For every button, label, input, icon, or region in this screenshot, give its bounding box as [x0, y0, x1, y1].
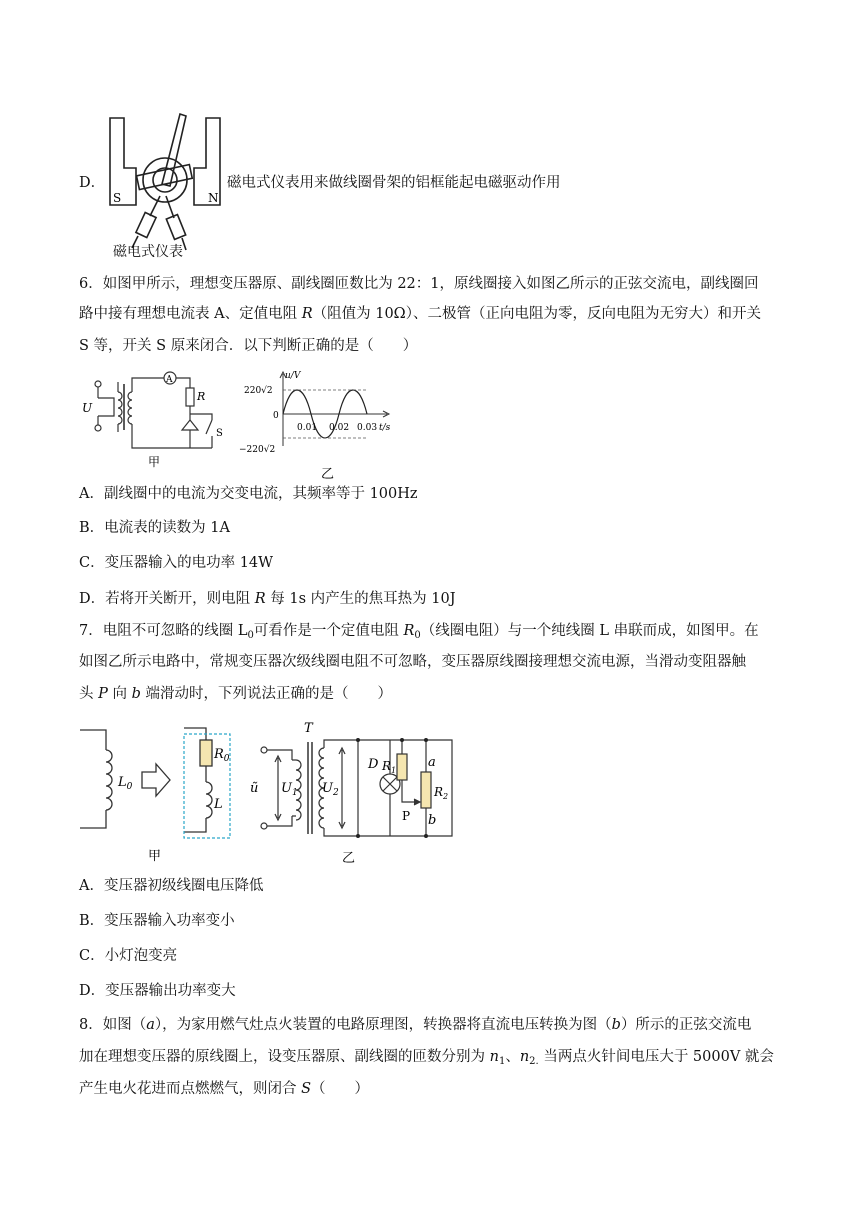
galvanometer-figure — [100, 108, 230, 263]
q5-option-d-label: D． — [79, 175, 106, 191]
q7-option-a: A．变压器初级线圈电压降低 — [79, 878, 264, 894]
q6-figure-jia — [80, 368, 230, 473]
q7-l-label: L — [214, 797, 223, 812]
q6-tick-3: 0.03 — [357, 423, 378, 433]
q6-x-unit: t/s — [379, 423, 391, 433]
q7-jia-caption: 甲 — [148, 849, 162, 864]
q6-option-a: A．副线圈中的电流为交变电流，其频率等于 100Hz — [79, 486, 418, 502]
q6-option-d: D．若将开关断开，则电阻 R 每 1s 内产生的焦耳热为 10J — [79, 591, 456, 607]
q6-y-top-label: 220√2 — [244, 386, 273, 396]
q6-y-bottom-label: −220√2 — [239, 445, 276, 455]
q6-y-axis-label: u/V — [285, 371, 301, 381]
q7-stem-line-3: 头 P 向 b 端滑动时，下列说法正确的是（ ） — [79, 686, 392, 702]
q7-u2-label: $U_2$ — [322, 781, 339, 798]
q7-r0-label: $R_0$ — [214, 747, 230, 764]
pole-n-label: N — [208, 191, 219, 205]
q7-figure-yi — [250, 718, 470, 868]
q7-stem-line-1: 7．电阻不可忽略的线圈 $L_0$可看作是一个定值电阻 $R_0$（线圈电阻）与一个纯线圈 L 串联而成，如图甲。在 — [79, 623, 759, 641]
pole-s-label: S — [113, 191, 122, 205]
q8-stem-line-2: 加在理想变压器的原线圈上，设变压器原、副线圈的匝数分别为 $n_1$、$n_{2.}$ 当两点火针间电压大于 5000V 就会 — [79, 1049, 774, 1067]
q6-tick-1: 0.01 — [297, 423, 318, 433]
q6-ammeter-label: A — [166, 375, 173, 385]
q7-r2-label: $R_2$ — [434, 785, 449, 801]
q7-yi-caption: 乙 — [342, 851, 356, 866]
q6-u-label: U — [82, 401, 93, 415]
q6-tick-2: 0.02 — [329, 423, 350, 433]
q6-option-c: C．变压器输入的电功率 14W — [79, 555, 274, 571]
q6-r-label: R — [197, 390, 206, 403]
q6-yi-caption: 乙 — [321, 467, 335, 482]
q5-option-d-text: 磁电式仪表用来做线圈骨架的铝框能起电磁驱动作用 — [227, 175, 561, 191]
q7-l0-label: $L_0$ — [118, 775, 133, 792]
meter-caption: 磁电式仪表 — [113, 244, 183, 260]
q6-jia-caption: 甲 — [148, 455, 161, 469]
q7-option-c: C．小灯泡变亮 — [79, 948, 178, 964]
q7-a-label: a — [428, 755, 436, 770]
q7-d-label: D — [368, 757, 379, 772]
q6-stem-line-3: S 等，开关 S 原来闭合．以下判断正确的是（ ） — [79, 338, 418, 354]
q7-r1-label: $R_1$ — [382, 759, 397, 775]
q7-u-tilde-label: ũ — [250, 781, 259, 796]
q7-p-label: P — [402, 809, 411, 823]
q6-y-zero-label: 0 — [273, 411, 279, 421]
q7-figure-jia — [80, 720, 250, 865]
q7-option-d: D．变压器输出功率变大 — [79, 983, 236, 999]
q7-b-label: b — [428, 813, 437, 828]
q6-s-label: S — [216, 428, 223, 439]
q7-u1-label: $U_1$ — [281, 781, 298, 798]
q7-stem-line-2: 如图乙所示电路中，常规变压器次级线圈电阻不可忽略，变压器原线圈接理想交流电源，当滑动变阻器触 — [79, 654, 746, 670]
q8-stem-line-3: 产生电火花进而点燃燃气，则闭合 S（ ） — [79, 1081, 370, 1097]
q6-figure-yi — [237, 368, 407, 483]
q8-stem-line-1: 8．如图（a），为家用燃气灶点火装置的电路原理图，转换器将直流电压转换为图（b）所示的正弦交流电 — [79, 1017, 752, 1033]
q6-option-b: B．电流表的读数为 1A — [79, 520, 230, 536]
q6-stem-line-1: 6．如图甲所示，理想变压器原、副线圈匝数比为 22：1，原线圈接入如图乙所示的正弦交流电，副线圈回 — [79, 276, 759, 292]
q7-t-label: T — [304, 721, 313, 736]
q6-stem-line-2: 路中接有理想电流表 A、定值电阻 R（阻值为 10Ω）、二极管（正向电阻为零，反向电阻为无穷大）和开关 — [79, 306, 761, 322]
q7-option-b: B．变压器输入功率变小 — [79, 913, 235, 929]
